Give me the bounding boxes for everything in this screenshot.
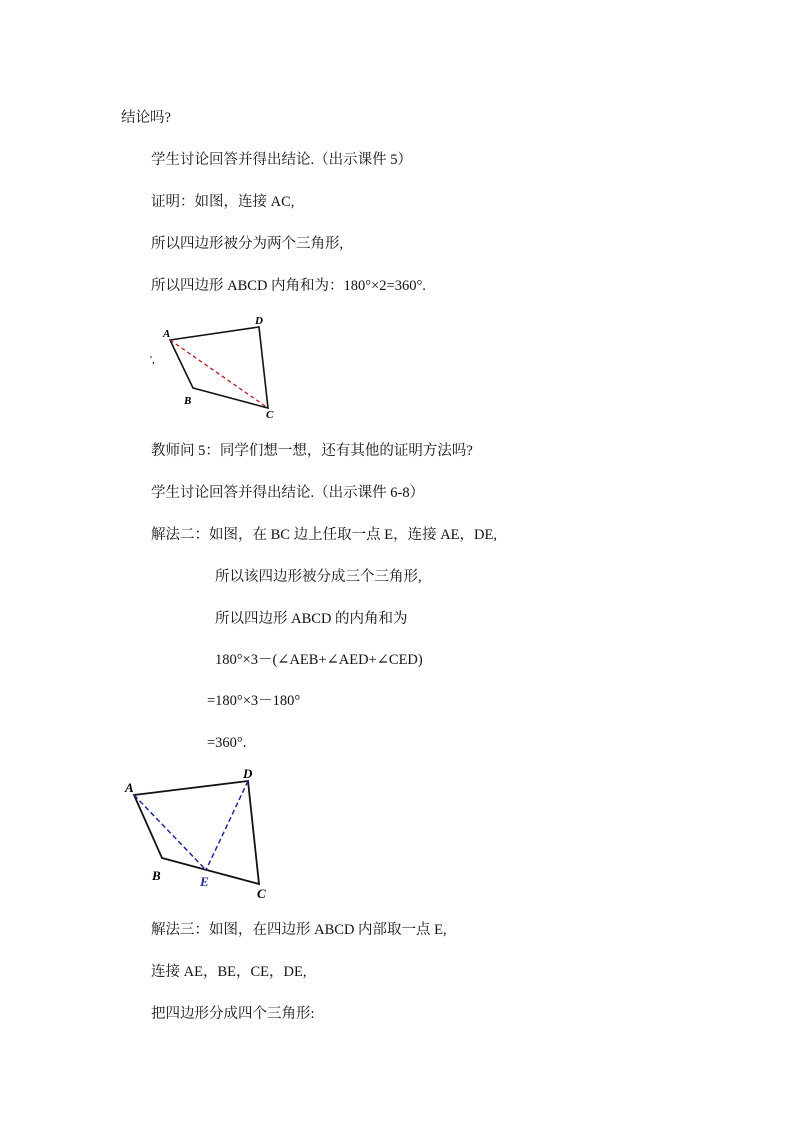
segment-ae [134, 795, 206, 870]
text-line-11: 180°×3－(∠AEB+∠AED+∠CED) [215, 652, 423, 668]
text-line-6: 教师问 5：同学们想一想，还有其他的证明方法吗? [151, 443, 473, 459]
figure-quadrilateral-diagonal [148, 313, 288, 423]
label-d: D [255, 315, 263, 327]
label-d: D [243, 766, 253, 781]
text-line-2: 学生讨论回答并得出结论.（出示课件 5） [151, 152, 412, 168]
label-b: B [152, 868, 161, 883]
text-line-12: =180°×3－180° [207, 693, 301, 709]
text-line-16: 把四边形分成四个三角形: [151, 1006, 315, 1022]
label-e: E [200, 874, 209, 889]
text-line-10: 所以四边形 ABCD 的内角和为 [215, 611, 408, 627]
stray-mark: ', [150, 354, 155, 366]
text-line-3: 证明：如图，连接 AC, [151, 194, 295, 210]
label-c: C [257, 886, 266, 901]
text-line-4: 所以四边形被分为两个三角形, [151, 236, 344, 252]
label-a: A [163, 328, 171, 340]
text-line-7: 学生讨论回答并得出结论.（出示课件 6-8） [151, 485, 425, 501]
segment-de [206, 781, 248, 870]
text-line-14: 解法三：如图，在四边形 ABCD 内部取一点 E, [151, 922, 447, 938]
label-b: B [184, 395, 192, 407]
label-c: C [266, 409, 274, 421]
text-line-8: 解法二：如图，在 BC 边上任取一点 E，连接 AE，DE, [151, 527, 497, 543]
text-line-1: 结论吗? [121, 110, 171, 126]
label-a: A [125, 780, 134, 795]
text-line-15: 连接 AE，BE，CE，DE, [151, 964, 307, 980]
text-line-9: 所以该四边形被分成三个三角形, [215, 569, 422, 585]
figure-quadrilateral-point-e [120, 762, 280, 902]
text-line-5: 所以四边形 ABCD 内角和为：180°×2=360°. [151, 278, 426, 294]
text-line-13: =360°. [207, 735, 247, 751]
